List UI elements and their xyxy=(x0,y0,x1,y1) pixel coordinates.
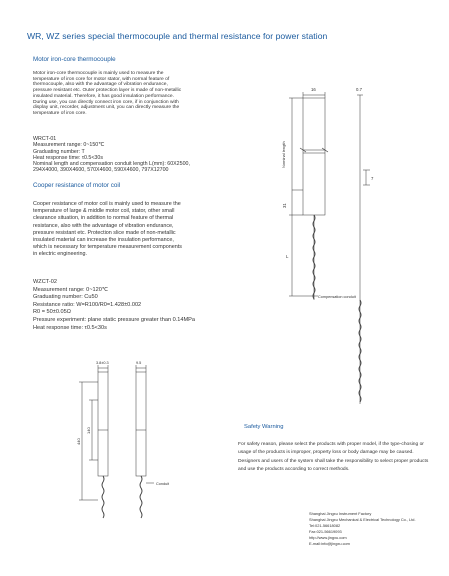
safety-text: For safety reason, please select the products with proper model, if the type-chosing or usage of the products is improper, property loss or body damage may be caused. Designers and users of the system shall take the responsibility to select proper products and use the products according to correct methods. xyxy=(238,442,429,473)
compensation-conduit-label: Compensation conduit xyxy=(318,295,356,299)
contact-block xyxy=(309,511,416,548)
email-link[interactable]: E-mail:info@jingxu.com xyxy=(309,541,350,547)
company-name-2: Shanghai Jingxu Mechanical & Electrical Technology Co., Ltd. xyxy=(309,517,416,523)
website-link[interactable]: http://www.jingxu.com xyxy=(309,535,347,541)
dim-top-left: 3.8±0.3 xyxy=(96,361,109,365)
dim-total: 440 xyxy=(76,438,81,445)
conduit-label: Conduit xyxy=(156,482,170,486)
section2-specs: WZCT-02 Measurement range: 0~120℃ Graduating number: Cu50 Resistance ratio: W=R100/R0=1.428±0.002 R0 = 50±0.05Ω Pressure experiment: plane static pressure greater than 0.14MPa Heat response time: τ0.5<30s xyxy=(33,279,195,331)
dim-width: 16 xyxy=(311,87,316,92)
dim-top-right: 9.5 xyxy=(136,361,142,365)
section1-specs: WRCT-01 Measurement range: 0~150℃ Graduating number: T Heat response time: τ0.5<30s Nominal length and compensation conduit length L(mm): 60X2500, 294X4000, 390X4600, 570X4600, 590X4600, 797X12700 xyxy=(33,136,190,174)
dim-lead: 0.7 xyxy=(356,87,362,92)
section1-heading: Motor iron-core thermocouple xyxy=(33,56,116,63)
section1-body: Motor iron-core thermocouple is mainly used to measure the temperature of iron core for motor stator, with normal feature of thermocouple, also with the advantage of vibration endurance, pressure resistant etc. Outer protection layer is made of non-metallic insulated material. Therefore, it has good insulation performance. During use, you can directly connect iron core, if in conjunction with display unit, recorder, adjustment unit, you can directly measure the temperature of iron core. xyxy=(33,71,182,116)
dim-step: 31 xyxy=(282,203,287,208)
tel: Tel:021-56618082 xyxy=(309,523,341,529)
safety-heading: Safety Warning xyxy=(244,424,284,430)
dim-inner: 140 xyxy=(86,427,91,434)
length-label: L xyxy=(286,254,289,259)
dim-tip: 7 xyxy=(371,176,374,181)
page-title: WR, WZ series special thermocouple and thermal resistance for power station xyxy=(27,31,328,41)
nominal-length-label: Nominal length xyxy=(281,141,286,168)
section2-body: Cooper resistance of motor coil is mainly used to measure the temperature of large & middle motor coil, stator, other small clearance situation, in addition to normal feature of thermal resistance, also with the advantage of vibration endurance, pressure resistant etc. Protection slice made of non-metallic insulated material can increase the insulation performance, which is necessary for temperature measurement components in electric engineering. xyxy=(33,201,182,258)
section2-heading: Cooper resistance of motor coil xyxy=(33,182,121,189)
company-name: Shanghai Jingxu Instrument Factory xyxy=(309,511,372,516)
fax: Fax:021-56619093 xyxy=(309,529,342,535)
